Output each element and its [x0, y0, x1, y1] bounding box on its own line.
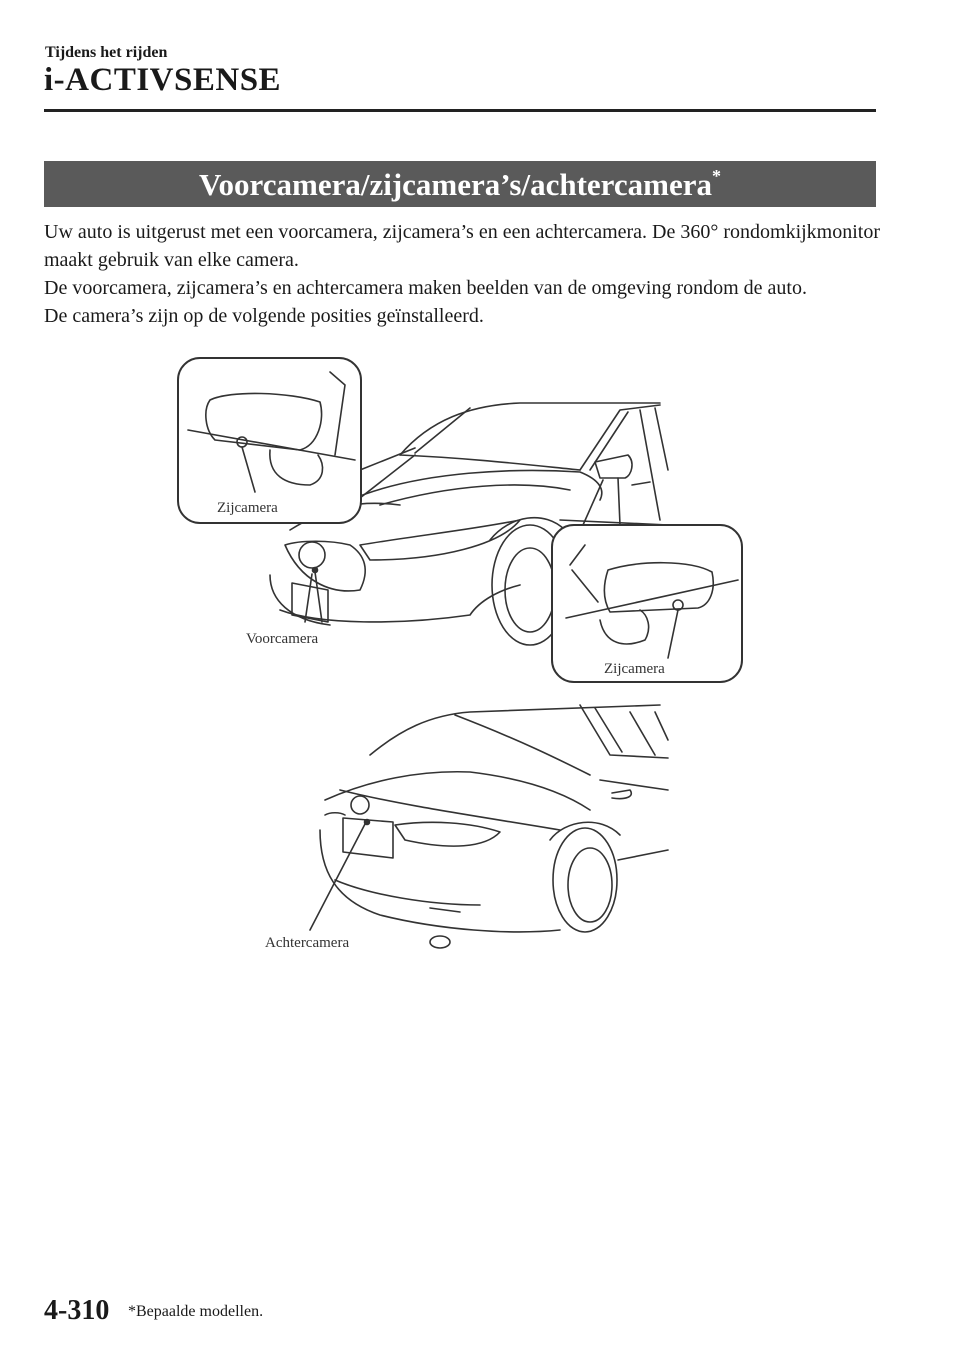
label-achtercamera: Achtercamera: [265, 935, 350, 951]
chapter-title: Tijdens het rijden: [45, 44, 168, 61]
label-voorcamera: Voorcamera: [246, 631, 319, 647]
paragraph-function: De voorcamera, zijcamera’s en achtercamera maken beelden van de omgeving rondom de auto.: [44, 277, 807, 299]
paragraph-intro: Uw auto is uitgerust met een voorcamera, zijcamera’s en een achtercamera. De 360° rondomkijkmonitor maakt gebruik van elke camera.: [44, 221, 881, 271]
label-zijcamera-left: Zijcamera: [217, 500, 278, 516]
paragraph-positions: De camera’s zijn op de volgende posities geïnstalleerd.: [44, 305, 484, 327]
page-number: 4-310: [44, 1295, 110, 1326]
banner-asterisk: *: [711, 166, 721, 186]
section-title: i-ACTIVSENSE: [44, 62, 282, 98]
banner-title: Voorcamera/zijcamera’s/achtercamera: [199, 167, 712, 202]
label-zijcamera-right: Zijcamera: [604, 661, 665, 677]
footnote: *Bepaalde modellen.: [128, 1303, 264, 1320]
